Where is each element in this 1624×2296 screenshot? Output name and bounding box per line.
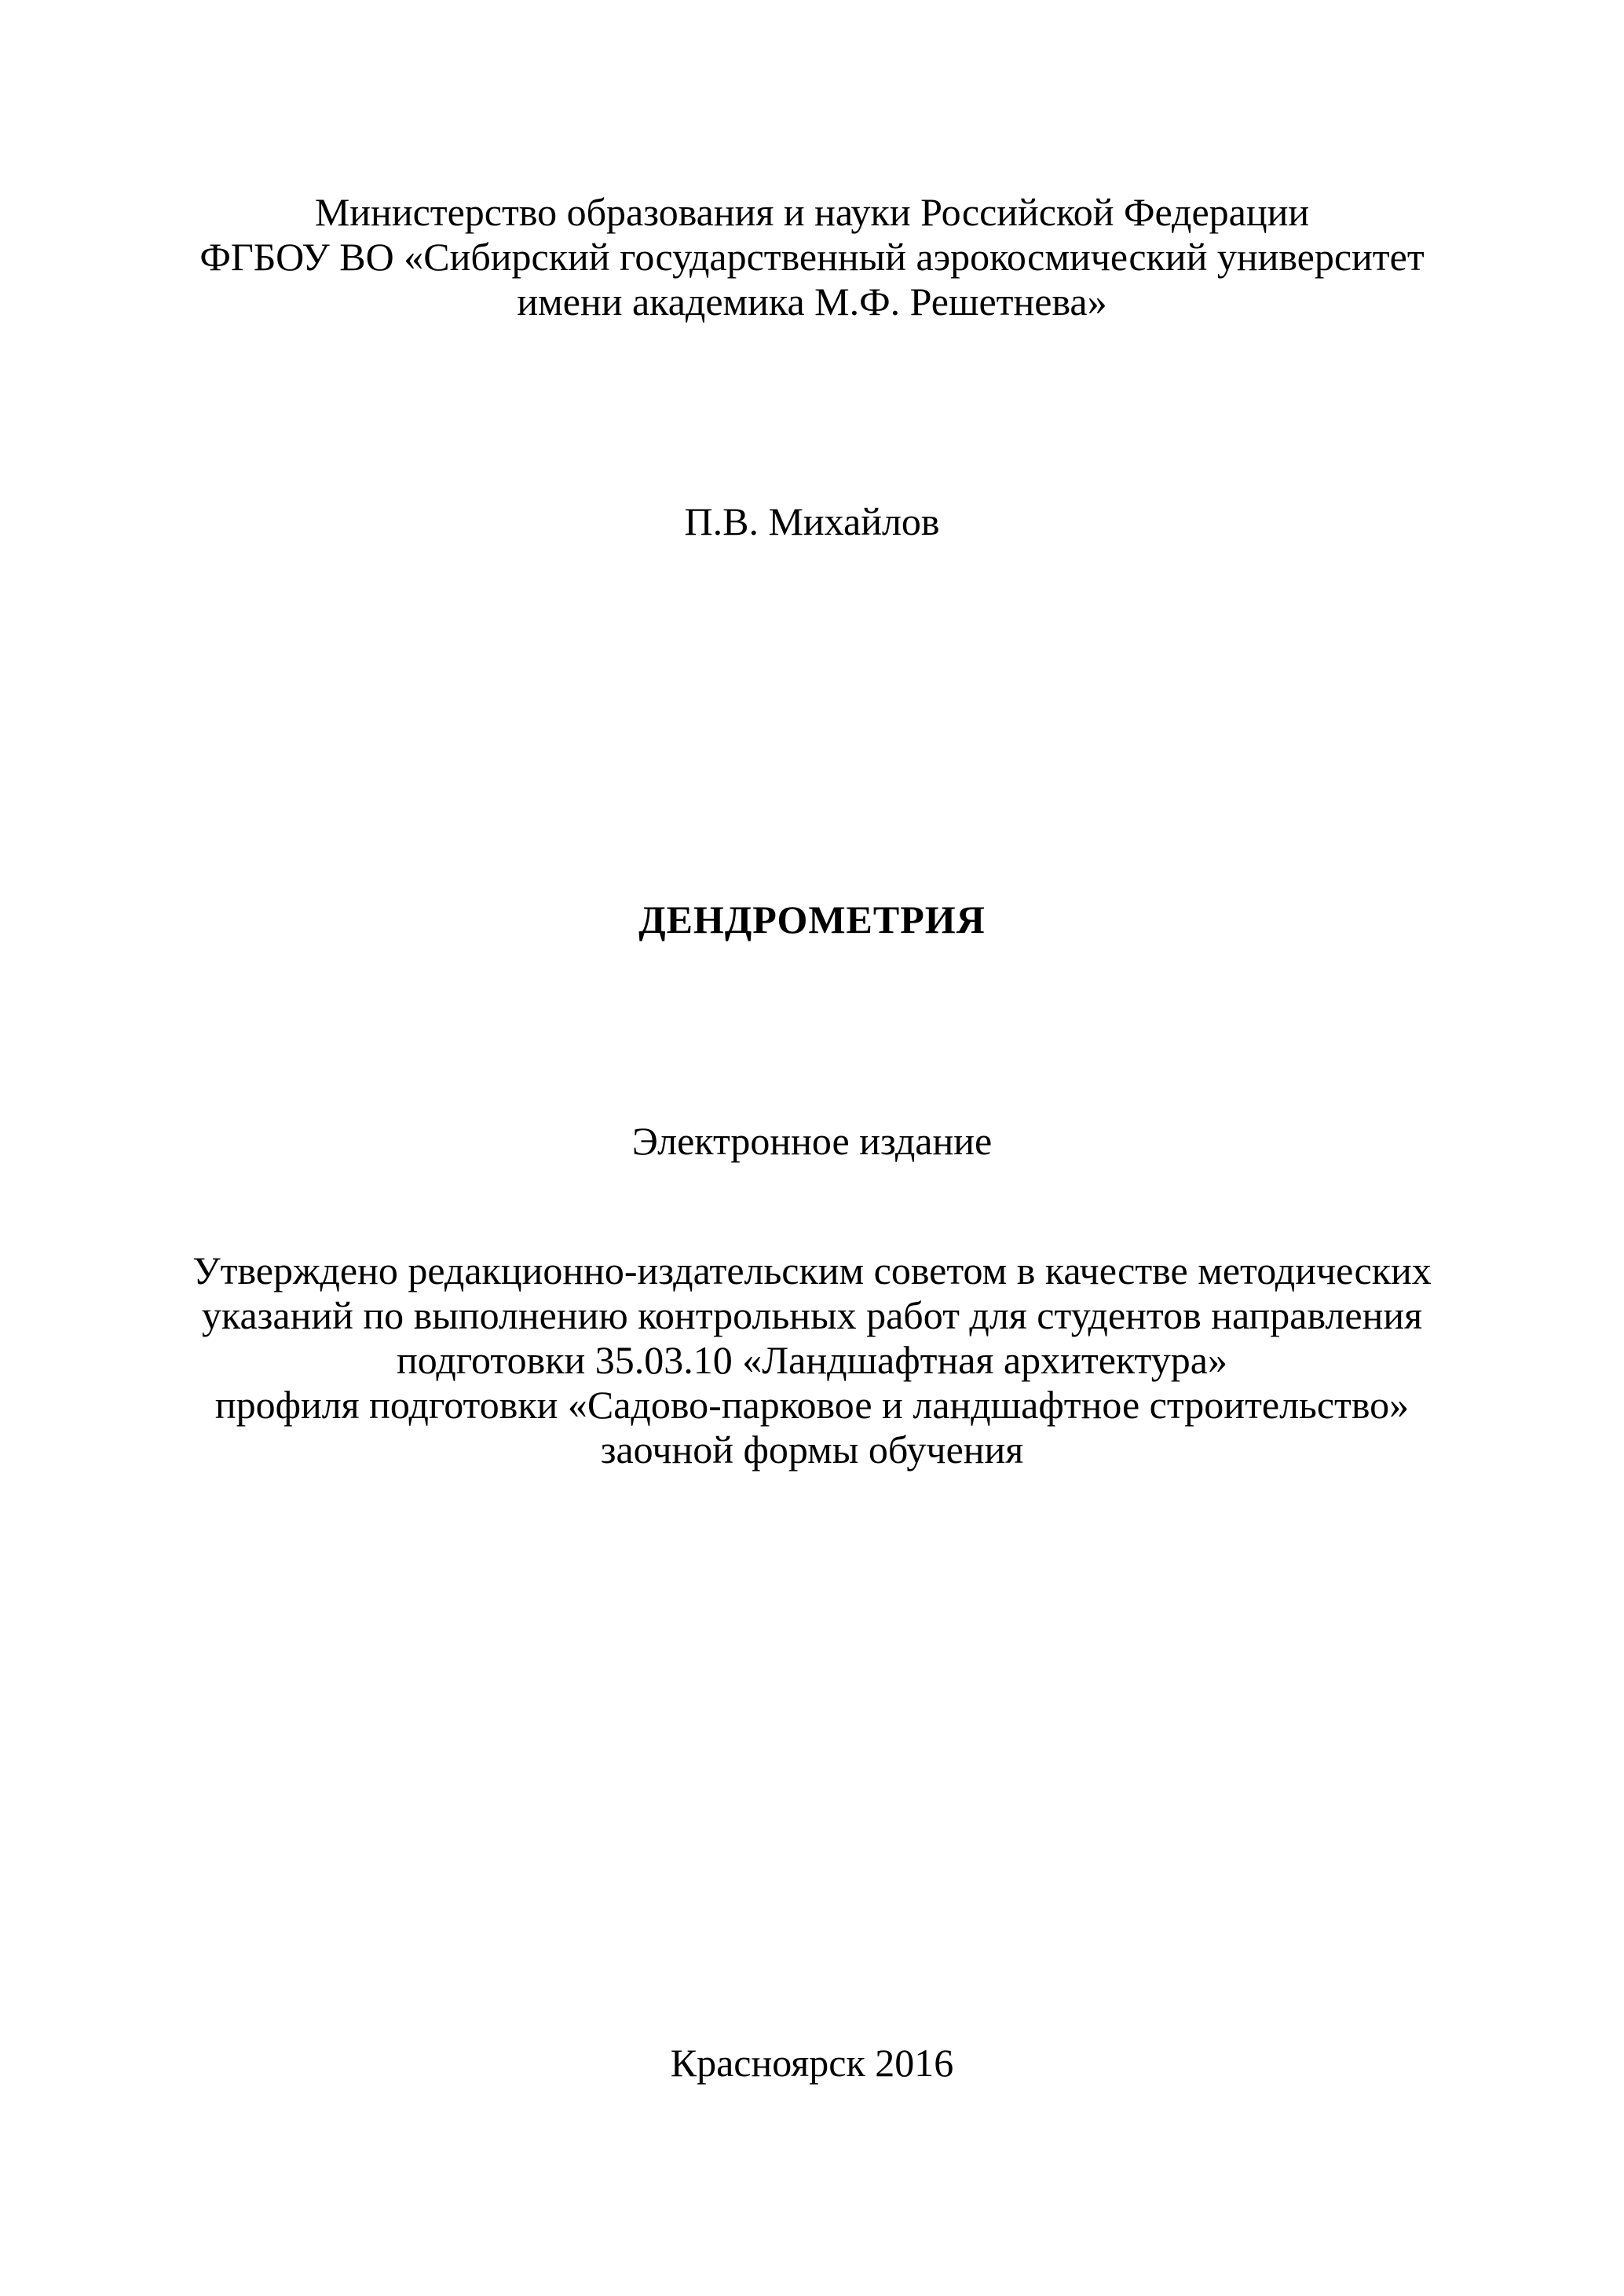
edition-text: Электронное издание	[631, 1119, 993, 1163]
author-name	[0, 499, 1624, 544]
approval-line-2: указаний по выполнению контрольных работ для студентов направления	[201, 1293, 1423, 1337]
approval-line-5: заочной формы обучения	[600, 1428, 1024, 1472]
university-name-line: имени академика М.Ф. Решетнева»	[517, 280, 1107, 324]
approval-statement	[0, 1249, 1624, 1472]
institution-header	[0, 190, 1624, 324]
title-text: ДЕНДРОМЕТРИЯ	[638, 898, 986, 941]
ministry-line: Министерство образования и науки Российской Федерации	[314, 190, 1310, 234]
city-year-text: Красноярск 2016	[670, 2041, 954, 2085]
university-line: ФГБОУ ВО «Сибирский государственный аэрокосмический университет	[199, 235, 1425, 279]
approval-line-4: профиля подготовки «Садово-парковое и ландшафтное строительство»	[214, 1383, 1410, 1427]
approval-line-3: подготовки 35.03.10 «Ландшафтная архитектура»	[397, 1338, 1227, 1382]
author-text: П.В. Михайлов	[684, 499, 940, 543]
city-year	[0, 2041, 1624, 2086]
approval-line-1: Утверждено редакционно-издательским советом в качестве методических	[192, 1249, 1432, 1292]
edition-label	[0, 1119, 1624, 1164]
document-title	[0, 898, 1624, 942]
